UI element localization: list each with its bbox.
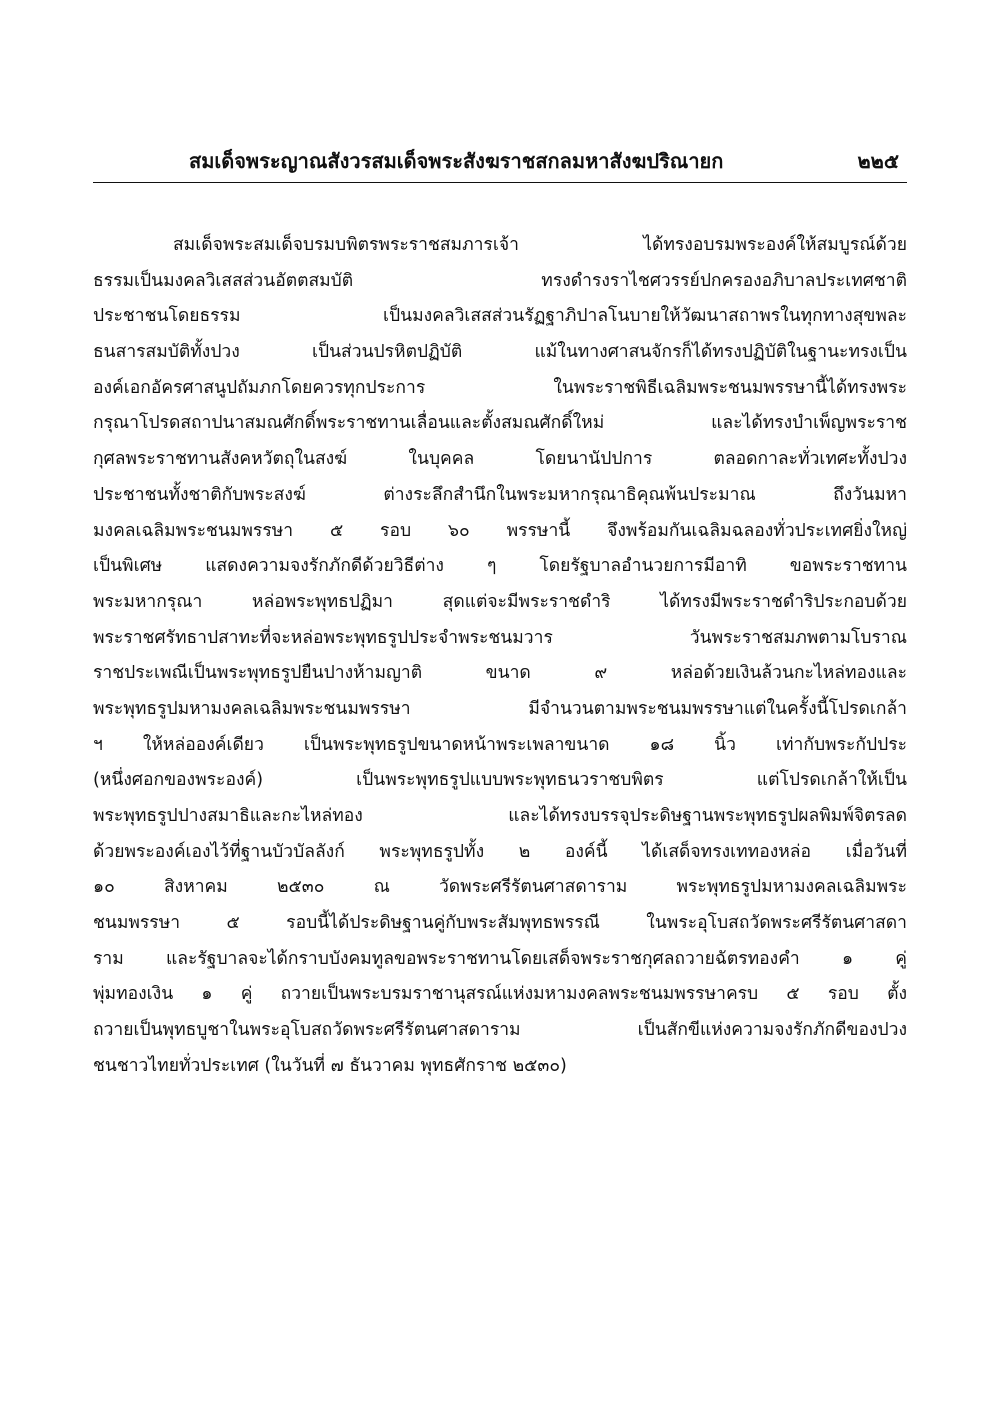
- text-line: กรุณาโปรดสถาปนาสมณศักดิ์พระราชทานเลื่อนและตั้งสมณศักดิ์ใหม่ และได้ทรงบำเพ็ญพระราช: [93, 413, 907, 434]
- text-line: ถวายเป็นพุทธบูชาในพระอุโบสถวัดพระศรีรัตนศาสดาราม เป็นสักขีแห่งความจงรักภักดีของปวง: [93, 1020, 907, 1041]
- header-title: สมเด็จพระญาณสังวรสมเด็จพระสังฆราชสกลมหาสังฆปริณายก: [189, 149, 724, 173]
- text-line: พุ่มทองเงิน ๑ คู่ ถวายเป็นพระบรมราชานุสรณ์แห่งมหามงคลพระชนมพรรษาครบ ๕ รอบ ตั้ง: [93, 984, 907, 1005]
- text-line: ชนมพรรษา ๕ รอบนี้ได้ประดิษฐานคู่กับพระสัมพุทธพรรณี ในพระอุโบสถวัดพระศรีรัตนศาสดา: [93, 913, 907, 934]
- text-line: กุศลพระราชทานสังคหวัตถุในสงฆ์ ในบุคคล โดยนานัปปการ ตลอดกาละทั่วเทศะทั้งปวง: [93, 449, 907, 470]
- text-line: พระพุทธรูปมหามงคลเฉลิมพระชนมพรรษา มีจำนวนตามพระชนมพรรษาแต่ในครั้งนี้โปรดเกล้า: [93, 698, 907, 719]
- page-number: ๒๒๕: [857, 149, 899, 173]
- text-line: เป็นพิเศษ แสดงความจงรักภักดีด้วยวิธีต่าง ๆ โดยรัฐบาลอำนวยการมีอาทิ ขอพระราชทาน: [93, 556, 907, 577]
- text-line: ด้วยพระองค์เองไว้ที่ฐานบัวบัลลังก์ พระพุทธรูปทั้ง ๒ องค์นี้ ได้เสด็จทรงเททองหล่อ เมื่อวันที่: [93, 841, 907, 862]
- text-line: พระมหากรุณา หล่อพระพุทธปฏิมา สุดแต่จะมีพระราชดำริ ได้ทรงมีพระราชดำริประกอบด้วย: [93, 591, 907, 612]
- text-line: ฯ ให้หล่อองค์เดียว เป็นพระพุทธรูปขนาดหน้าพระเพลาขนาด ๑๘ นิ้ว เท่ากับพระกัปประ: [93, 734, 907, 755]
- text-line: ธนสารสมบัติทั้งปวง เป็นส่วนปรหิตปฏิบัติ แม้ในทางศาสนจักรก็ได้ทรงปฏิบัติในฐานะทรงเป็น: [93, 342, 907, 363]
- text-line: ชนชาวไทยทั่วประเทศ (ในวันที่ ๗ ธันวาคม พุทธศักราช ๒๕๓๐): [93, 1055, 567, 1076]
- text-line: พระราชศรัทธาปสาทะที่จะหล่อพระพุทธรูปประจำพระชนมวาร วันพระราชสมภพตามโบราณ: [93, 627, 907, 648]
- text-line: สมเด็จพระสมเด็จบรมบพิตรพระราชสมภารเจ้า ได้ทรงอบรมพระองค์ให้สมบูรณ์ด้วย: [173, 235, 907, 255]
- text-line: มงคลเฉลิมพระชนมพรรษา ๕ รอบ ๖๐ พรรษานี้ จึงพร้อมกันเฉลิมฉลองทั่วประเทศยิ่งใหญ่: [93, 520, 907, 541]
- text-line: ๑๐ สิงหาคม ๒๕๓๐ ณ วัดพระศรีรัตนศาสดาราม พระพุทธรูปมหามงคลเฉลิมพระ: [93, 877, 907, 898]
- text-line: ธรรมเป็นมงคลวิเสสส่วนอัตตสมบัติ ทรงดำรงราไชศวรรย์ปกครองอภิบาลประเทศชาติ: [93, 270, 907, 291]
- text-line: ประชาชนทั้งชาติกับพระสงฆ์ ต่างระลึกสำนึกในพระมหากรุณาธิคุณพ้นประมาณ ถึงวันมหา: [93, 484, 907, 505]
- page-header: [93, 142, 907, 183]
- text-line: ประชาชนโดยธรรม เป็นมงคลวิเสสส่วนรัฏฐาภิปาลโนบายให้วัฒนาสถาพรในทุกทางสุขพละ: [93, 306, 907, 327]
- text-line: (หนึ่งศอกของพระองค์) เป็นพระพุทธรูปแบบพระพุทธนวราชบพิตร แต่โปรดเกล้าให้เป็น: [93, 770, 907, 791]
- text-line: ราชประเพณีเป็นพระพุทธรูปยืนปางห้ามญาติ ขนาด ๙ หล่อด้วยเงินล้วนกะไหล่ทองและ: [93, 663, 907, 684]
- text-line: องค์เอกอัครศาสนูปถัมภกโดยควรทุกประการ ในพระราชพิธีเฉลิมพระชนมพรรษานี้ได้ทรงพระ: [93, 377, 907, 398]
- text-line: ราม และรัฐบาลจะได้กราบบังคมทูลขอพระราชทานโดยเสด็จพระราชกุศลถวายฉัตรทองคำ ๑ คู่: [93, 948, 907, 969]
- text-line: พระพุทธรูปปางสมาธิและกะไหล่ทอง และได้ทรงบรรจุประดิษฐานพระพุทธรูปผลพิมพ์จิตรลด: [93, 806, 907, 826]
- body-paragraph: [93, 228, 907, 1085]
